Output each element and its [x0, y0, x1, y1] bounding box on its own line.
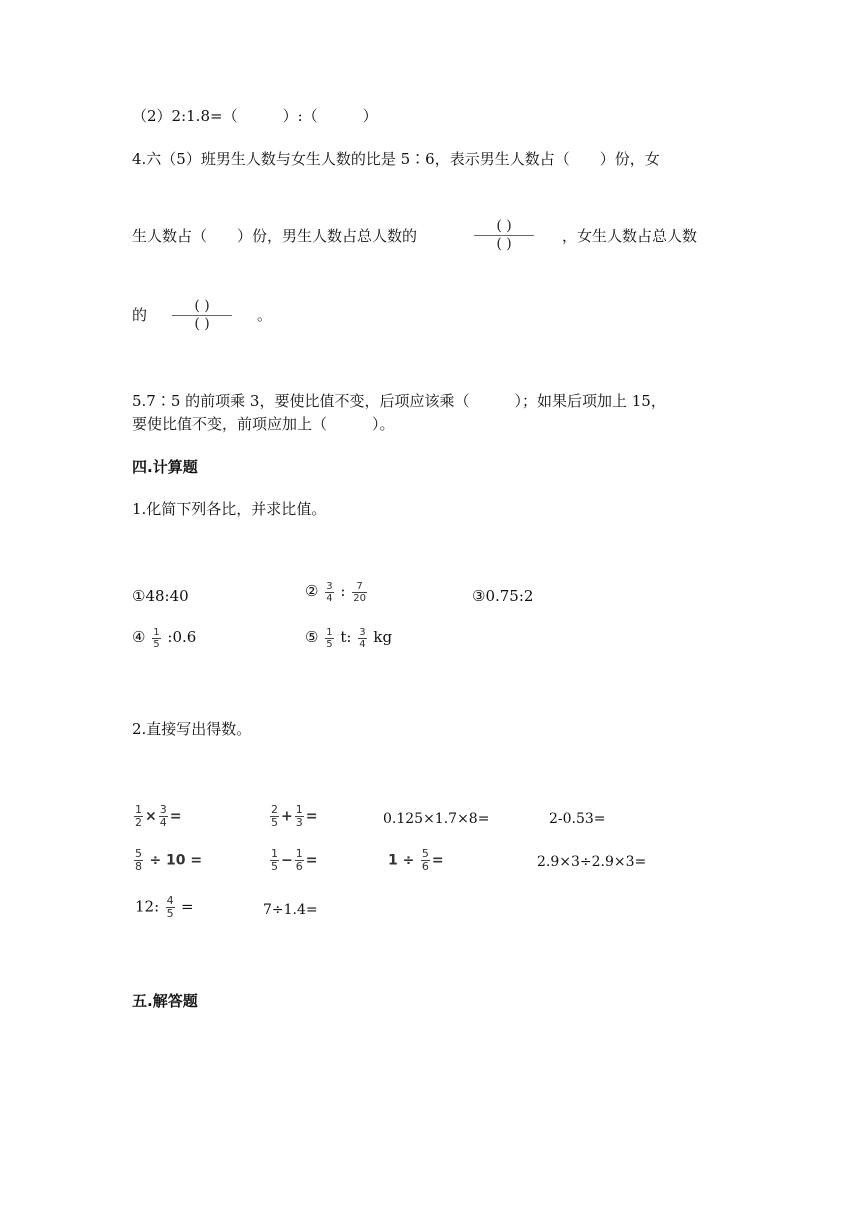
q4-line2-b: ，女生人数占总人数: [562, 227, 698, 245]
item-mark: ④: [132, 628, 146, 646]
ratio-item-4: ④ $\frac{1}{5}$ :0.6: [132, 626, 197, 650]
q4-1-title: 1.化简下列各比，并求比值。: [132, 500, 327, 518]
fraction: $\frac{4}{5}$: [166, 894, 174, 920]
ratio-item-5: ⑤ $\frac{1}{5}$ t: $\frac{3}{4}$ kg: [305, 626, 393, 650]
blank-numerator: ( ): [496, 218, 512, 234]
section-5-title: 五.解答题: [132, 992, 198, 1010]
q4-line3-a: 的: [132, 306, 148, 324]
fraction: $\frac{3}{4}$: [359, 626, 366, 650]
calc-7: 1 ÷ $\frac{5}{6}$ =: [388, 847, 444, 873]
fraction: $\frac{3}{4}$: [159, 803, 167, 829]
fraction: $\frac{3}{4}$: [326, 580, 333, 604]
calc-9: 12: $\frac{4}{5}$ =: [135, 894, 194, 920]
fraction: $\frac{1}{5}$: [326, 626, 333, 650]
fraction: $\frac{1}{2}$: [135, 803, 142, 829]
q3-part2: （2）2:1.8=（ ）:（ ）: [132, 107, 378, 125]
ratio-item-3: ③0.75:2: [472, 587, 534, 605]
item-mark: ②: [305, 582, 319, 600]
blank-fraction-girls[interactable]: [172, 298, 232, 333]
q4-line1: 4.六（5）班男生人数与女生人数的比是 5∶6，表示男生人数占（ ）份，女: [132, 150, 660, 168]
calc-4: 2-0.53=: [549, 811, 606, 827]
blank-fraction-boys[interactable]: [474, 218, 534, 253]
calc-5: $\frac{5}{8}$ ÷ 10 =: [135, 847, 203, 873]
fraction: $\frac{5}{8}$: [135, 847, 142, 873]
calc-10: 7÷1.4=: [263, 902, 318, 918]
calc-2: $\frac{2}{5}$ + $\frac{1}{3}$ =: [271, 803, 318, 829]
fraction: $\frac{1}{3}$: [295, 803, 303, 829]
blank-numerator: ( ): [194, 298, 210, 314]
calc-3: 0.125×1.7×8=: [383, 811, 490, 827]
q4-2-title: 2.直接写出得数。: [132, 720, 252, 738]
ratio-item-2: ② $\frac{3}{4}$ : $\frac{7}{20}$: [305, 580, 366, 604]
fraction: $\frac{1}{6}$: [295, 847, 303, 873]
q5-line1: 5.7∶5 的前项乘 3，要使比值不变，后项应该乘（ ）；如果后项加上 15，: [132, 392, 666, 410]
calc-8: 2.9×3÷2.9×3=: [537, 854, 647, 870]
calc-6: $\frac{1}{5}$ − $\frac{1}{6}$ =: [271, 847, 318, 873]
fraction: $\frac{5}{6}$: [421, 847, 429, 873]
item-mark: ⑤: [305, 628, 319, 646]
fraction: $\frac{1}{5}$: [153, 626, 160, 650]
section-4-title: 四.计算题: [132, 458, 198, 476]
q4-line2-a: 生人数占（ ）份，男生人数占总人数的: [132, 227, 418, 245]
ratio-item-1: ①48:40: [132, 587, 189, 605]
blank-denominator: ( ): [474, 235, 534, 253]
q4-line3-b: 。: [257, 306, 273, 324]
q5-line2: 要使比值不变，前项应加上（ ）。: [132, 415, 395, 433]
fraction: $\frac{7}{20}$: [353, 580, 366, 604]
fraction: $\frac{2}{5}$: [271, 803, 278, 829]
blank-denominator: ( ): [172, 315, 232, 333]
fraction: $\frac{1}{5}$: [271, 847, 278, 873]
calc-1: $\frac{1}{2}$ × $\frac{3}{4}$ =: [135, 803, 182, 829]
